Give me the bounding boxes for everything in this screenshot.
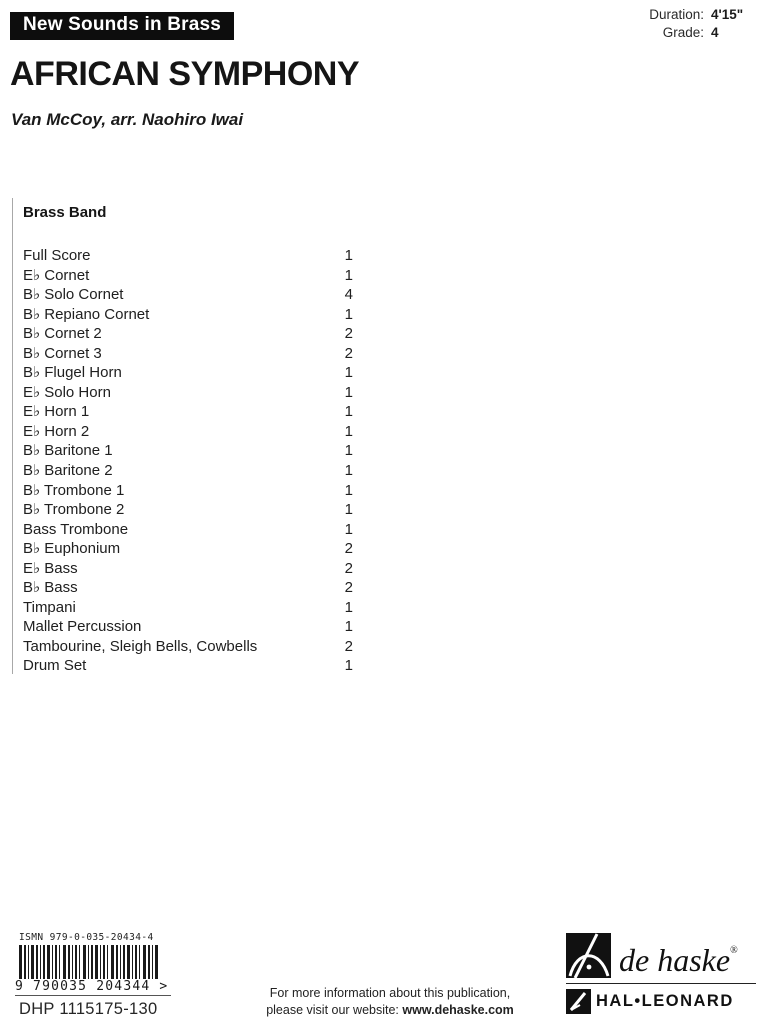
- instrument-row: [23, 500, 353, 520]
- info-line-2-prefix: please visit our website:: [266, 1002, 403, 1017]
- instrument-quantity: 2: [344, 579, 353, 597]
- instrument-name: E♭ Solo Horn: [23, 383, 111, 401]
- ismn-number: ISMN 979-0-035-20434-4: [19, 932, 154, 943]
- instrument-row: [23, 481, 353, 501]
- instrument-name: B♭ Solo Cornet: [23, 286, 124, 304]
- instrument-name: Timpani: [23, 598, 76, 616]
- instrument-name: Full Score: [23, 247, 91, 264]
- page-title: AFRICAN SYMPHONY: [10, 55, 360, 93]
- instrumentation-section: [12, 198, 358, 674]
- instrument-row: [23, 324, 353, 344]
- instrument-row: [23, 656, 353, 676]
- series-badge-label: New Sounds in Brass: [23, 14, 222, 35]
- publisher-website: www.dehaske.com: [402, 1002, 514, 1017]
- instrument-quantity: 1: [344, 305, 353, 323]
- instrument-name: B♭ Cornet 2: [23, 325, 102, 343]
- duration-grade-block: [649, 6, 749, 41]
- instrument-name: B♭ Repiano Cornet: [23, 305, 150, 323]
- instrument-row: [23, 520, 353, 540]
- instrument-name: E♭ Cornet: [23, 266, 90, 284]
- dehaske-wordmark: de haske®: [619, 942, 738, 978]
- halleonard-wordmark: HAL•LEONARD: [596, 992, 734, 1010]
- instrument-name: Bass Trombone: [23, 520, 129, 538]
- instrument-row: [23, 344, 353, 364]
- instrument-row: [23, 578, 353, 598]
- instrument-quantity: 1: [344, 364, 353, 382]
- info-line-1: For more information about this publication,: [269, 986, 511, 1000]
- instrument-quantity: 2: [344, 344, 353, 362]
- instrument-quantity: 2: [344, 540, 353, 558]
- instrument-row: [23, 637, 353, 657]
- ean-barcode-icon: [19, 945, 159, 979]
- instrument-quantity: 1: [344, 383, 353, 401]
- instrument-row: [23, 402, 353, 422]
- dehaske-logo: [566, 933, 758, 978]
- instrumentation-list: [23, 246, 358, 676]
- instrument-row: [23, 598, 353, 618]
- publisher-logos: [566, 933, 758, 1014]
- dehaske-fermata-icon: [566, 933, 611, 978]
- instrument-name: E♭ Horn 2: [23, 422, 90, 440]
- instrument-name: Tambourine, Sleigh Bells, Cowbells: [23, 637, 258, 655]
- instrument-quantity: 1: [344, 247, 353, 264]
- ensemble-heading: Brass Band: [23, 204, 107, 221]
- instrument-quantity: 2: [344, 325, 353, 343]
- duration-label: Duration:: [649, 7, 704, 22]
- series-badge: [10, 12, 234, 40]
- barcode-digits: 9 790035 204344 >: [15, 979, 171, 996]
- logo-divider-line: [566, 983, 756, 984]
- instrument-row: [23, 246, 353, 266]
- grade-label: Grade:: [662, 25, 704, 40]
- instrument-row: [23, 461, 353, 481]
- instrument-quantity: 1: [344, 657, 353, 675]
- instrument-name: E♭ Bass: [23, 559, 78, 577]
- instrument-name: B♭ Euphonium: [23, 540, 121, 558]
- instrument-quantity: 1: [344, 462, 353, 480]
- halleonard-logo: [566, 989, 758, 1014]
- instrument-quantity: 1: [344, 442, 353, 460]
- composer-arranger: Van McCoy, arr. Naohiro Iwai: [11, 110, 244, 129]
- instrument-row: [23, 285, 353, 305]
- instrument-quantity: 2: [344, 559, 353, 577]
- instrument-row: [23, 617, 353, 637]
- catalog-number: DHP 1115175-130: [19, 1000, 158, 1018]
- halleonard-square-icon: [566, 989, 591, 1014]
- instrument-quantity: 1: [344, 266, 353, 284]
- instrument-row: [23, 305, 353, 325]
- instrument-row: [23, 363, 353, 383]
- instrument-name: B♭ Trombone 2: [23, 501, 125, 519]
- instrument-quantity: 2: [344, 637, 353, 655]
- instrument-name: Drum Set: [23, 657, 87, 675]
- barcode-block: [15, 932, 175, 1019]
- instrument-quantity: 1: [344, 598, 353, 616]
- instrument-quantity: 1: [344, 501, 353, 519]
- registered-trademark-symbol: ®: [730, 945, 738, 956]
- instrument-name: B♭ Trombone 1: [23, 481, 125, 499]
- instrument-quantity: 4: [344, 286, 353, 304]
- instrument-quantity: 1: [344, 422, 353, 440]
- instrument-quantity: 1: [344, 618, 353, 636]
- instrument-name: E♭ Horn 1: [23, 403, 90, 421]
- instrument-name: Mallet Percussion: [23, 618, 142, 636]
- grade-value: 4: [711, 25, 719, 40]
- instrument-name: B♭ Baritone 1: [23, 442, 113, 460]
- instrument-row: [23, 383, 353, 403]
- instrument-name: B♭ Bass: [23, 579, 78, 597]
- instrument-name: B♭ Cornet 3: [23, 344, 102, 362]
- instrument-quantity: 1: [344, 520, 353, 538]
- instrument-row: [23, 539, 353, 559]
- instrument-row: [23, 441, 353, 461]
- instrument-quantity: 1: [344, 481, 353, 499]
- info-line-2: [230, 1002, 550, 1019]
- instrument-quantity: 1: [344, 403, 353, 421]
- instrument-row: [23, 559, 353, 579]
- instrument-row: [23, 266, 353, 286]
- instrument-row: [23, 422, 353, 442]
- instrument-name: B♭ Baritone 2: [23, 462, 113, 480]
- duration-value: 4'15": [711, 7, 744, 22]
- publisher-info-text: [230, 985, 550, 1018]
- instrument-name: B♭ Flugel Horn: [23, 364, 122, 382]
